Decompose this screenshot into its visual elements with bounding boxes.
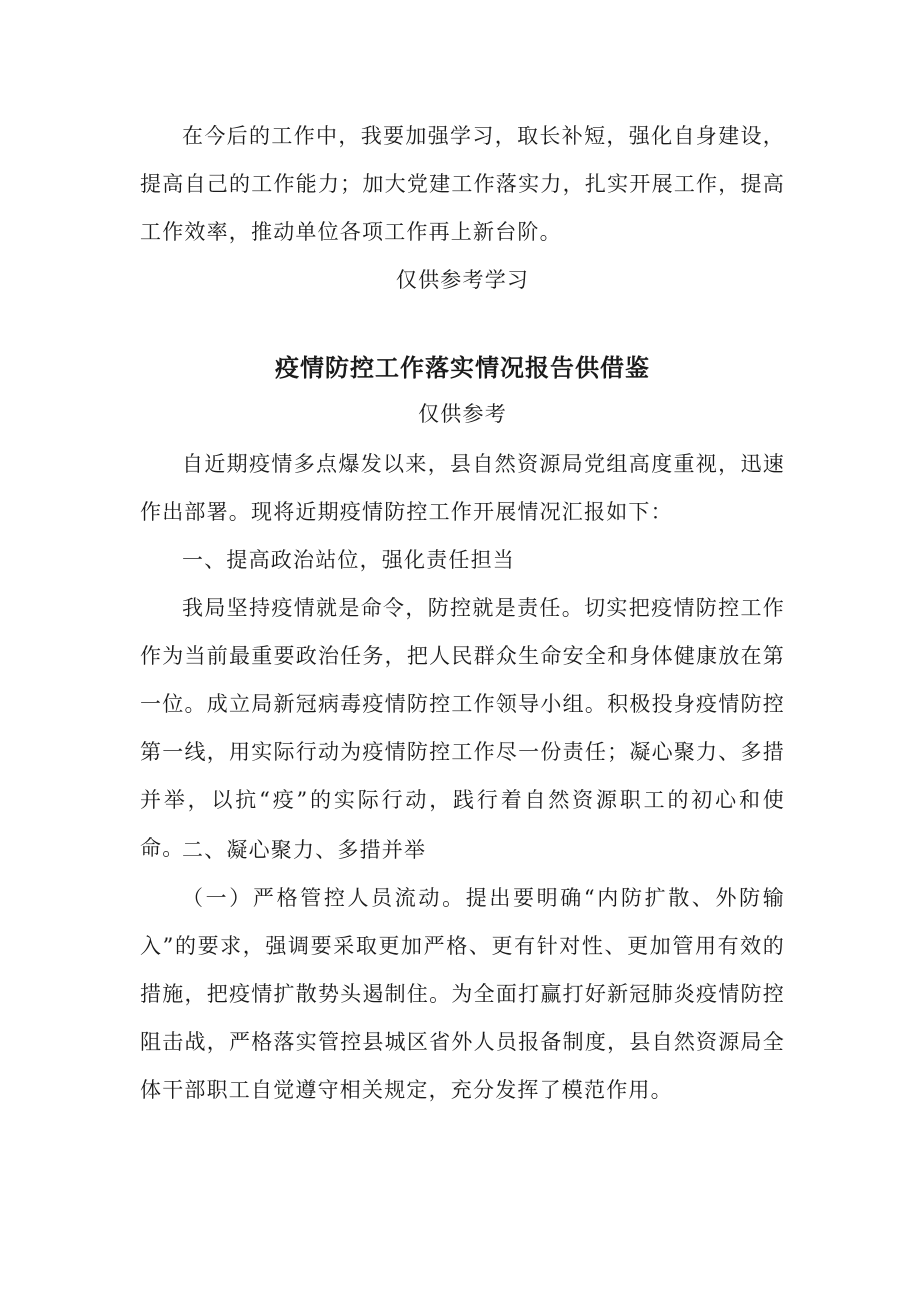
closing-paragraph: 在今后的工作中，我要加强学习，取长补短，强化自身建设，提高自己的工作能力；加大党建工作落实力，扎实开展工作，提高工作效率，推动单位各项工作再上新台阶。 xyxy=(140,124,785,244)
opening-paragraph: 自近期疫情多点爆发以来，县自然资源局党组高度重视，迅速作出部署。现将近期疫情防控工作开展情况汇报如下： xyxy=(140,452,785,524)
section-1-heading: 一、提高政治站位，强化责任担当 xyxy=(182,548,515,572)
section-2-heading: 二、凝心聚力、多措并举 xyxy=(182,838,427,862)
report-title: 疫情防控工作落实情况报告供借鉴 xyxy=(275,354,650,382)
section-1-body: 我局坚持疫情就是命令，防控就是责任。切实把疫情防控工作作为当前最重要政治任务，把人民群众生命安全和身体健康放在第一位。成立局新冠病毒疫情防控工作领导小组。积极投身疫情防控第一线，用实际行动为疫情防控工作尽一份责任；凝心聚力、多措并举，以抗“疫”的实际行动，践行着自然资源职工的初心和使命。 xyxy=(140,596,785,860)
report-subtitle: 仅供参考 xyxy=(418,402,507,426)
section-2-item-1: （一）严格管控人员流动。提出要明确“内防扩散、外防输入”的要求，强调要采取更加严格、更有针对性、更加管用有效的措施，把疫情扩散势头遏制住。为全面打赢打好新冠肺炎疫情防控阻击战，严格落实管控县城区省外人员报备制度，县自然资源局全体干部职工自觉遵守相关规定，充分发挥了模范作用。 xyxy=(140,886,785,1102)
reference-note: 仅供参考学习 xyxy=(395,268,530,292)
